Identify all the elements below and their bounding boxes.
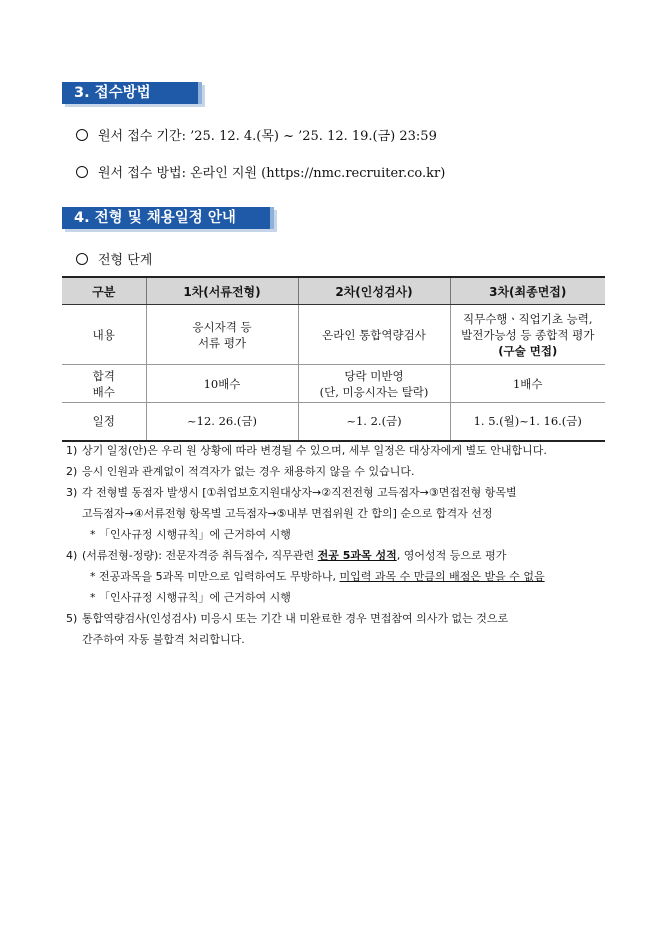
- row-label-pass-ratio: [62, 365, 146, 403]
- note-1: [66, 440, 606, 461]
- note-3-footnote: * 「인사규정 시행규칙」에 근거하여 시행: [90, 528, 291, 541]
- cell-text: 응시자격 등: [192, 319, 252, 334]
- cell-stage-1-content: [146, 305, 298, 365]
- row-label-schedule: 일정: [62, 403, 146, 441]
- note-text: [82, 545, 506, 566]
- header-stage-2: 2차(인성검사): [298, 277, 450, 305]
- cell-stage-2-ratio: [298, 365, 450, 403]
- application-period-text: 원서 접수 기간: ’25. 12. 4.(목) ~ ’25. 12. 19.(금) 23:59: [98, 129, 437, 144]
- note-text: 통합역량검사(인성검사) 미응시 또는 기간 내 미완료한 경우 면접참여 의사가 없는 것으로: [82, 612, 509, 625]
- header-stage-3: 3차(최종면접): [450, 277, 605, 305]
- circle-bullet-icon: [76, 129, 88, 141]
- section-4-heading: 4. 전형 및 채용일정 안내: [62, 207, 274, 229]
- application-method-text: 원서 접수 방법: 온라인 지원 (https://nmc.recruiter.co.kr): [98, 166, 446, 181]
- cell-text: 합격: [92, 368, 115, 383]
- table-row-content: [62, 305, 605, 365]
- cell-stage-1-schedule: ~12. 26.(금): [146, 403, 298, 441]
- header-category: 구분: [62, 277, 146, 305]
- note-text: 상기 일정(안)은 우리 원 상황에 따라 변경될 수 있으며, 세부 일정은 대상자에게 별도 안내합니다.: [82, 444, 547, 457]
- cell-text: 발전가능성 등 종합적 평가: [461, 327, 595, 342]
- circle-bullet-icon: [76, 166, 88, 178]
- note-4-footnote-1: [66, 566, 606, 587]
- cell-text-oral-interview: (구술 면접): [498, 343, 558, 358]
- note-5: [66, 608, 606, 629]
- cell-text: 배수: [92, 384, 115, 399]
- cell-stage-2-content: 온라인 통합역량검사: [298, 305, 450, 365]
- cell-text: (단, 미응시자는 탈락): [319, 384, 429, 399]
- note-text: 각 전형별 동점자 발생시 [①취업보호지원대상자→②직전전형 고득점자→③면접전형 항목별: [82, 486, 517, 499]
- cell-stage-3-schedule: 1. 5.(월)~1. 16.(금): [450, 403, 605, 441]
- note-number: 3): [66, 486, 78, 499]
- selection-schedule-table: [62, 276, 605, 442]
- note-number: 4): [66, 549, 78, 562]
- note-5-continued: 간주하여 자동 불합격 처리합니다.: [82, 633, 245, 646]
- selection-stages-item: [76, 249, 152, 268]
- application-method-item: [76, 162, 445, 181]
- note-4-footnote-underlined: 미입력 과목 수 만큼의 배점은 받을 수 없음: [339, 570, 545, 583]
- note-text: 응시 인원과 관계없이 적격자가 없는 경우 채용하지 않을 수 있습니다.: [82, 465, 415, 478]
- section-3-heading: 3. 접수방법: [62, 82, 202, 104]
- note-4-emphasis: 전공 5과목 성적: [317, 549, 397, 562]
- cell-text: 서류 평가: [197, 335, 247, 350]
- note-number: 5): [66, 612, 78, 625]
- cell-stage-3-ratio: 1배수: [450, 365, 605, 403]
- cell-text: 당락 미반영: [344, 368, 404, 383]
- note-2: [66, 461, 606, 482]
- header-stage-1: 1차(서류전형): [146, 277, 298, 305]
- note-4-footnote-pre: * 전공과목을 5과목 미만으로 입력하여도 무방하나,: [90, 570, 340, 583]
- note-3: [66, 482, 606, 503]
- cell-stage-1-ratio: 10배수: [146, 365, 298, 403]
- cell-stage-3-content: [450, 305, 605, 365]
- selection-stages-text: 전형 단계: [98, 253, 153, 268]
- note-number: 1): [66, 444, 78, 457]
- row-label-content: 내용: [62, 305, 146, 365]
- note-4-text-pre: (서류전형-정량): 전문자격증 취득점수, 직무관련: [82, 549, 318, 562]
- note-4-footnote-2: * 「인사규정 시행규칙」에 근거하여 시행: [90, 591, 291, 604]
- cell-stage-2-schedule: ~1. 2.(금): [298, 403, 450, 441]
- table-header-row: [62, 277, 605, 305]
- notes-list: [66, 440, 606, 650]
- note-number: 2): [66, 465, 78, 478]
- note-3-continued: 고득점자→④서류전형 항목별 고득점자→⑤내부 면접위원 간 합의] 순으로 합격자 선정: [82, 507, 493, 520]
- note-4-text-post: , 영어성적 등으로 평가: [396, 549, 507, 562]
- circle-bullet-icon: [76, 253, 88, 265]
- table-row-pass-ratio: [62, 365, 605, 403]
- application-period-item: [76, 125, 437, 144]
- table-row-schedule: [62, 403, 605, 441]
- cell-text: 직무수행ㆍ직업기초 능력,: [462, 311, 593, 326]
- note-4: [66, 545, 606, 566]
